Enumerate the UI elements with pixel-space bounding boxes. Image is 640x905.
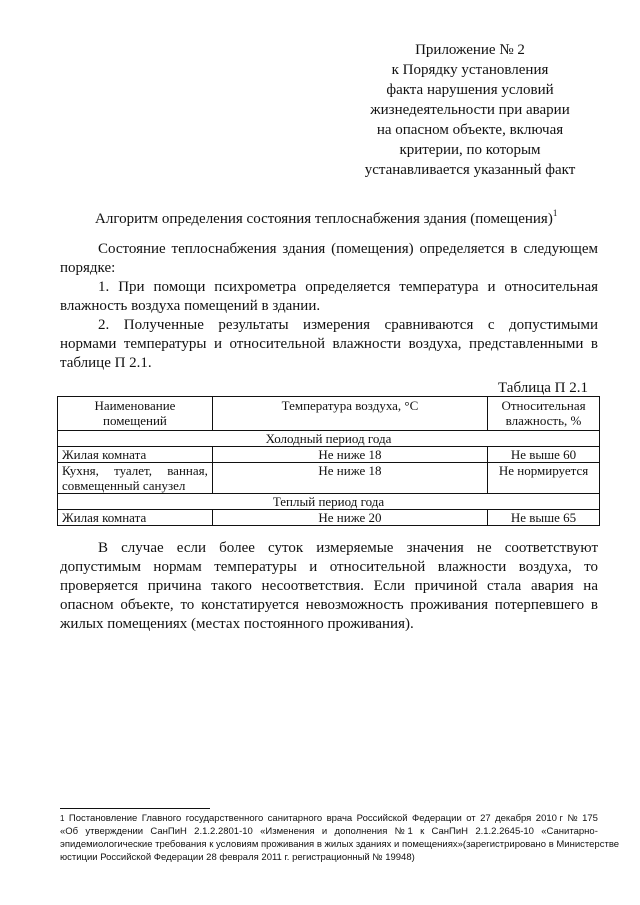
footnote-word: санитарного	[267, 813, 323, 824]
table-caption: Таблица П 2.1	[498, 380, 588, 396]
appendix-line: к Порядку установления	[391, 62, 549, 78]
intro-paragraph	[60, 240, 598, 278]
footnote-word: Федерации	[412, 813, 462, 824]
footnote-reference: 1	[552, 208, 558, 218]
footnote	[60, 812, 620, 864]
appendix-line: жизнедеятельности при аварии	[370, 102, 570, 118]
conclusion-line: проверяется причина такого несоответствия. Если причиной стала авария на	[60, 578, 598, 594]
cell-room	[58, 463, 213, 494]
footnote-word: к	[420, 826, 425, 837]
step-line: нормами температуры и относительной влажности воздуха, представленными в	[60, 336, 598, 352]
footnote-word: (зарегистрировано в Министерстве	[462, 839, 620, 850]
footnote-word: утверждении	[85, 826, 144, 837]
intro-line: Состояние теплоснабжения здания (помещения) определяется в следующем	[98, 241, 598, 257]
appendix-line: устанавливается указанный факт	[364, 162, 576, 178]
footnote-word: Российской	[356, 813, 408, 824]
appendix-header	[340, 40, 600, 180]
footnote-separator	[60, 808, 210, 809]
header-room-line: помещений	[103, 413, 167, 428]
footnote-word: 2.1.2.2801-10	[194, 826, 253, 837]
step-2-paragraph	[60, 316, 598, 373]
step-line: 2. Полученные результаты измерения сравниваются с допустимыми	[98, 317, 598, 333]
footnote-word: 27	[480, 813, 491, 824]
footnote-line	[60, 825, 598, 838]
step-line: влажность воздуха помещений в здании.	[60, 298, 321, 314]
header-temperature-text: Температура воздуха, °С	[281, 398, 419, 413]
footnote-line: юстиции Российской Федерации 28 февраля 2011 г. регистрационный № 19948)	[60, 852, 415, 863]
norms-table	[57, 396, 600, 526]
footnote-word: 175	[582, 813, 598, 824]
footnote-word: СанПиН	[431, 826, 469, 837]
footnote-word: врача	[326, 813, 353, 824]
appendix-line: критерии, по которым	[399, 142, 541, 158]
footnote-word: Главного	[141, 813, 182, 824]
appendix-line: на опасном объекте, включая	[376, 122, 564, 138]
cold-period-label: Холодный период года	[58, 431, 600, 447]
appendix-line: Приложение № 2	[415, 42, 525, 58]
conclusion-line: опасном объекте, то констатируется невозможность проживания потерпевшего в	[60, 597, 598, 613]
header-humidity-line: влажность, %	[505, 413, 582, 428]
table-period-row	[58, 494, 600, 510]
cell-temperature: Не ниже 20	[212, 510, 487, 526]
footnote-word: и	[321, 826, 328, 837]
footnote-word: № 1	[394, 826, 413, 837]
cell-room: Жилая комната	[58, 447, 213, 463]
footnote-word: декабря	[495, 813, 532, 824]
header-humidity-line: Относительная	[501, 398, 586, 413]
footnote-word: №	[567, 813, 578, 824]
table-row	[58, 463, 600, 494]
footnote-mark: 1	[60, 814, 65, 823]
header-temperature	[212, 397, 487, 431]
conclusion-line: В случае если более суток измеряемые значения не соответствуют	[98, 540, 598, 556]
footnote-word: «Изменения	[260, 826, 315, 837]
cell-room: Жилая комната	[58, 510, 213, 526]
intro-line: порядке:	[60, 260, 116, 276]
cell-humidity: Не выше 65	[488, 510, 600, 526]
cell-temperature: Не ниже 18	[212, 463, 487, 494]
table-period-row	[58, 431, 600, 447]
conclusion-line: жилых помещениях (местах постоянного проживания).	[60, 616, 414, 632]
table-row	[58, 447, 600, 463]
step-line: таблице П 2.1.	[60, 355, 152, 371]
footnote-line	[60, 838, 620, 851]
appendix-line: факта нарушения условий	[386, 82, 554, 98]
footnote-word: «Санитарно-	[541, 826, 598, 837]
document-title-text: Алгоритм определения состояния теплоснабжения здания (помещения)	[95, 211, 553, 227]
conclusion-paragraph	[60, 539, 598, 634]
header-humidity	[488, 397, 600, 431]
document-title	[95, 203, 557, 229]
footnote-word: от	[466, 813, 476, 824]
footnote-word: Постановление	[68, 813, 138, 824]
cell-room-word: ванная,	[167, 463, 208, 478]
header-room	[58, 397, 213, 431]
conclusion-line: допустимым нормам температуры и относительной влажности воздуха, то	[60, 559, 598, 575]
table-header-row	[58, 397, 600, 431]
footnote-word: дополнения	[334, 826, 388, 837]
warm-period-label: Теплый период года	[58, 494, 600, 510]
step-line: 1. При помощи психрометра определяется температура и относительная	[98, 279, 598, 295]
footnote-word: СанПиН	[150, 826, 187, 837]
footnote-word: государственного	[185, 813, 264, 824]
cell-temperature: Не ниже 18	[212, 447, 487, 463]
cell-humidity: Не выше 60	[488, 447, 600, 463]
footnote-word: «Об	[60, 826, 79, 837]
footnote-word: эпидемиологические требования к условиям проживания в жилых зданиях и помещениях»	[60, 839, 463, 850]
cell-humidity: Не нормируется	[488, 463, 600, 494]
cell-room-line: совмещенный санузел	[62, 478, 186, 493]
header-room-line: Наименование	[94, 398, 176, 413]
footnote-word: 2010 г	[535, 813, 564, 824]
cell-room-line	[62, 463, 208, 478]
table-row	[58, 510, 600, 526]
cell-room-word: туалет,	[114, 463, 153, 478]
footnote-line	[60, 812, 598, 825]
footnote-word: 2.1.2.2645-10	[475, 826, 534, 837]
step-1-paragraph	[60, 278, 598, 316]
cell-room-word: Кухня,	[62, 463, 99, 478]
